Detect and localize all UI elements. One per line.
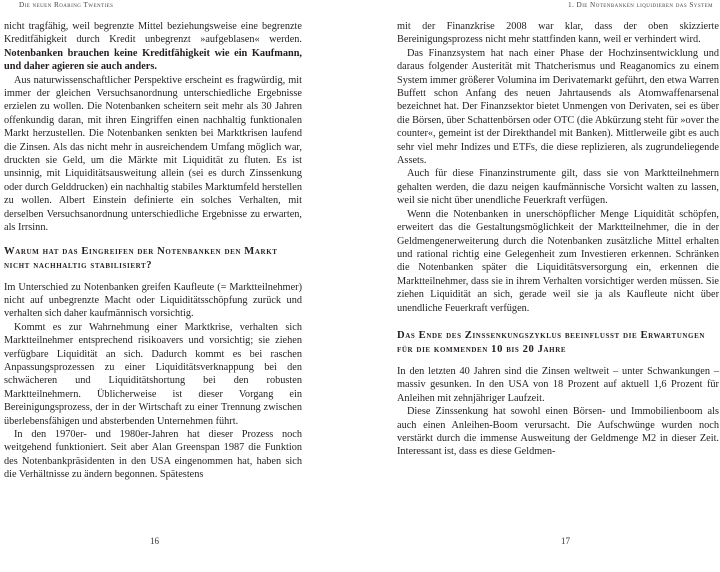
emphasis-text: Notenbanken brauchen keine Kreditfähigkeit wie ein Kaufmann, und daher agieren sie auch anders. xyxy=(4,47,302,73)
paragraph: Auch für diese Finanzinstrumente gilt, dass sie von Marktteilnehmern gehalten werden, die dazu neigen kaufmännische Vorsicht walten zu lassen, weil sie nicht über unendliche Feuerkraft verfügen. xyxy=(397,168,719,207)
left-page xyxy=(0,0,312,572)
left-page-body xyxy=(4,20,302,482)
page-number-right: 17 xyxy=(561,536,570,546)
section-heading: Warum hat das Eingreifen der Notenbanken den Markt nicht nachhaltig stabilisiert? xyxy=(4,245,278,271)
paragraph: Kommt es zur Wahrnehmung einer Marktkrise, verhalten sich Marktteilnehmer entsprechend risikoavers und vorsichtig; sie ziehen verfügbare Liquidität an sich. Dadurch kommt es bei raschen Anpassungsprozessen zu einer Liquiditätsverknappung bei den schwächeren und Liquiditätshortung bei den robusten Marktteilnehmern. Üblicherweise ist dieser Vorgang ein Bereinigungsprozess, der in der Wirtschaft zu einer Trennung zwischen überlebensfähigen und absterbenden Unternehmen führt. xyxy=(4,321,302,427)
paragraph: mit der Finanzkrise 2008 war klar, dass der oben skizzierte Bereinigungsprozess nicht mehr stattfinden kann, weil er verhindert wird. xyxy=(397,21,719,46)
paragraph: Aus naturwissenschaftlicher Perspektive erscheint es fragwürdig, mit immer der gleichen Versuchsanordnung unterschiedliche Ergebnisse erzielen zu wollen. Die Notenbanken scheitern seit mehr als 30 Jahren offenkundig daran, mit ihren Eingriffen einen nachhaltig funktionalen Markt herzustellen. Die Notenbanken senkten bei Marktkrisen laufend die Zinsen. Als das nicht mehr in ausreichendem Umfang möglich war, druckten sie Geld, um die Märkte mit Liquidität zu fluten. Es ist unsinnig, mit Liquiditätsausweitung allein (sei es durch Zinssenkung oder durch Gelddrucken) ein nachhaltig stabiles Marktumfeld herstellen zu wollen. Albert Einstein definierte ein solches Verhalten, mit derselben Versuchsanordnung unterschiedliche Ergebnisse zu erwarten, als Irrsinn. xyxy=(4,74,302,234)
paragraph: Das Finanzsystem hat nach einer Phase der Hochzinsentwicklung und daraus folgender Austerität mit Thatcherismus und Reaganomics zu einem System immer größerer Volumina im Derivatemarkt geführt, den etwa Warren Buffett schon Anfang des neuen Jahrtausends als Atomwaffenarsenal bezeichnet hat. Der Finanzsektor bietet Unmengen von Derivaten, sei es über die Börsen, über Schattenbörsen oder OTC (die Abkürzung steht für »over the counter«, gemeint ist der Direkthandel mit Banken). Mittlerweile gibt es auch sehr viel mehr Indizes und ETFs, die diese replizieren, als zugrundeliegende Assets. xyxy=(397,47,719,167)
paragraph xyxy=(4,20,302,74)
paragraph: In den letzten 40 Jahren sind die Zinsen weltweit – unter Schwankungen – massiv gesunken. In den USA von 18 Prozent auf aktuell 1,6 Prozent für Anleihen mit zehnjähriger Laufzeit. xyxy=(397,365,719,404)
right-page xyxy=(397,0,720,572)
running-head-left: Die neuen Roaring Twenties xyxy=(19,1,114,9)
paragraph: Diese Zinssenkung hat sowohl einen Börsen- und Immobilienboom als auch einen Anleihen-Boom verursacht. Die Aufschwünge wurden noch verstärkt durch die immense Ausweitung der Geldmenge M2 in dieser Zeit. Interessant ist, dass es diese Geldmen- xyxy=(397,406,719,458)
running-head-right: 1. Die Notenbanken liquidieren das System xyxy=(568,1,713,9)
paragraph: Wenn die Notenbanken in unerschöpflicher Menge Liquidität schöpfen, erweitert das die Gestaltungsmöglichkeit der Marktteilnehmer, die in der Geldmengenerweiterung durch die Notenbanken zusätzliche Mittel erhalten und rational richtig eine Gelegenheit zum Investieren erkennen. Schränken die Notenbanken später die Liquiditätsversorgung ein, erkennen die Marktteilnehmer, dass sie in ihrem Verhalten vorsichtiger werden müssen. Sie ziehen Liquidität an sich, gerade weil sie ja als Kaufleute nicht über unendliche Feuerkraft verfügen. xyxy=(397,208,719,314)
paragraph: Im Unterschied zu Notenbanken greifen Kaufleute (= Marktteilnehmer) nicht auf unbegrenzte Macht oder Liquiditätsschöpfung zurück und verhalten sich daher kaufmännisch vorsichtig. xyxy=(4,281,302,320)
page-number-left: 16 xyxy=(150,536,159,546)
section-heading: Das Ende des Zinssenkungszyklus beeinflusst die Erwartungen für die kommenden 10 bis 20 Jahre xyxy=(397,329,705,355)
paragraph: In den 1970er- und 1980er-Jahren hat dieser Prozess noch weitgehend funktioniert. Seit aber Alan Greenspan 1987 die Funktion des Notenbankpräsidenten in den USA eingenommen hat, haben sich die Verhältnisse zu ändern begonnen. Spätestens xyxy=(4,428,302,481)
right-page-body xyxy=(397,20,719,459)
paragraph-text: nicht tragfähig, weil begrenzte Mittel beziehungsweise eine begrenzte Kreditfähigkeit durch Kredit unbegrenzt »aufgeblasen« werden. xyxy=(4,21,302,46)
